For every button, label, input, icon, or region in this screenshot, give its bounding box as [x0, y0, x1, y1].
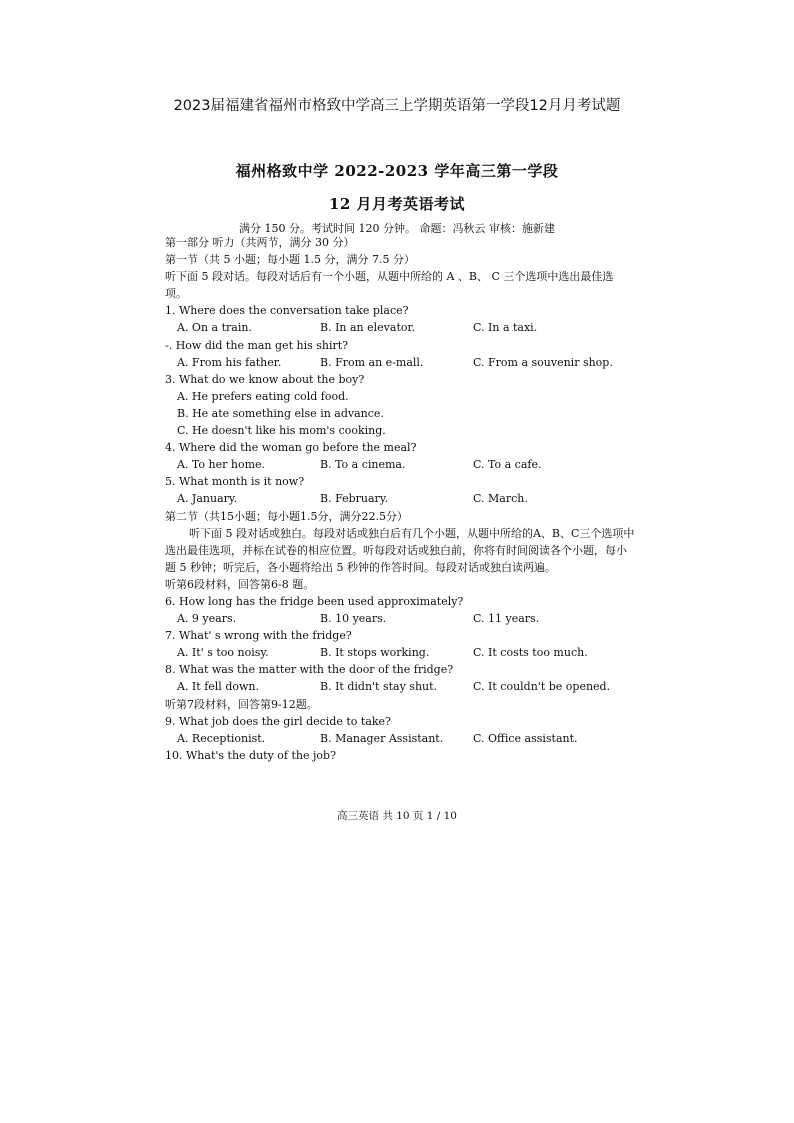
- option-c: C. To a cafe.: [473, 458, 542, 472]
- option-a: A. It fell down.: [177, 680, 259, 694]
- question-options: [165, 678, 635, 695]
- question-stem: 7. What' s wrong with the fridge?: [165, 629, 352, 643]
- section2-heading: 第二节（共15小题；每小题1.5分，满分22.5分）: [165, 509, 408, 523]
- option-a: A. January.: [177, 492, 238, 506]
- exam-body: [165, 234, 635, 764]
- option-b: B. From an e-mall.: [320, 355, 424, 369]
- option-a: A. He prefers eating cold food.: [177, 389, 349, 403]
- option-b: B. 10 years.: [320, 612, 387, 626]
- option-a: A. From his father.: [177, 355, 282, 369]
- question-stem: 6. How long has the fridge been used approximately?: [165, 594, 464, 608]
- section1-instructions: 听下面 5 段对话。每段对话后有一个小题，从题中所给的 A 、B、 C 三个选项中选出最佳选项。: [165, 270, 614, 301]
- section1-heading: 第一节（共 5 小题；每小题 1.5 分，满分 7.5 分）: [165, 253, 415, 267]
- question-stem: 1. Where does the conversation take place?: [165, 304, 409, 318]
- option-a: A. It' s too noisy.: [177, 646, 269, 660]
- option-c: C. March.: [473, 492, 528, 506]
- option-c: C. It couldn't be opened.: [473, 680, 611, 694]
- exam-title-line2: 12 月月考英语考试: [328, 195, 466, 213]
- option-a: A. On a train.: [177, 321, 252, 335]
- question-stem: 3. What do we know about the boy?: [165, 372, 365, 386]
- option-c: C. In a taxi.: [473, 321, 538, 335]
- option-b: B. Manager Assistant.: [320, 731, 444, 745]
- group7-instruction: 听第7段材料，回答第9-12题。: [165, 697, 318, 711]
- option-b: B. He ate something else in advance.: [177, 406, 384, 420]
- question-stem: 8. What was the matter with the door of the fridge?: [165, 663, 454, 677]
- question-stem: 9. What job does the girl decide to take?: [165, 714, 391, 728]
- question-options: [165, 610, 635, 627]
- page-footer: 高三英语 共 10 页 1 / 10: [337, 810, 457, 822]
- option-c: C. 11 years.: [473, 612, 540, 626]
- question-stem: 4. Where did the woman go before the meal?: [165, 441, 417, 455]
- option-a: A. 9 years.: [177, 612, 237, 626]
- option-c: C. Office assistant.: [473, 731, 578, 745]
- group6-instruction: 听第6段材料，回答第6-8 题。: [165, 577, 315, 591]
- section2-instructions: 听下面 5 段对话或独白。每段对话或独白后有几个小题，从题中所给的A、B、C三个选项中选出最佳选项，并标在试卷的相应位置。听每段对话或独白前，你将有时间阅读各个小题，每小题 5 秒钟；听完后，各小题将给出 5 秒钟的作答时间。每段对话或独白读两遍。: [165, 526, 635, 574]
- option-a: A. Receptionist.: [177, 731, 266, 745]
- question-options: [165, 644, 635, 661]
- exam-title-line1: 福州格致中学 2022-2023 学年高三第一学段: [235, 162, 559, 180]
- question-options: [165, 456, 635, 473]
- question-stem: 10. What's the duty of the job?: [165, 748, 336, 762]
- question-options: [165, 319, 635, 336]
- option-c: C. He doesn't like his mom's cooking.: [177, 424, 386, 438]
- exam-meta: 满分 150 分。考试时间 120 分钟。 命题：冯秋云 审核：施新建: [239, 222, 555, 235]
- part1-heading: 第一部分 听力（共两节，满分 30 分）: [165, 236, 355, 249]
- option-c: C. It costs too much.: [473, 646, 588, 660]
- option-b: B. It stops working.: [320, 646, 430, 660]
- question-options: [165, 490, 635, 507]
- document-title: 2023届福建省福州市格致中学高三上学期英语第一学段12月月考试题: [173, 98, 621, 114]
- question-stem: -. How did the man get his shirt?: [165, 338, 349, 352]
- option-b: B. February.: [320, 492, 389, 506]
- option-a: A. To her home.: [177, 458, 266, 472]
- question-options: [165, 354, 635, 371]
- option-b: B. In an elevator.: [320, 321, 416, 335]
- question-options: [165, 730, 635, 747]
- question-stem: 5. What month is it now?: [165, 475, 305, 489]
- option-b: B. To a cinema.: [320, 458, 406, 472]
- option-c: C. From a souvenir shop.: [473, 355, 613, 369]
- option-b: B. It didn't stay shut.: [320, 680, 438, 694]
